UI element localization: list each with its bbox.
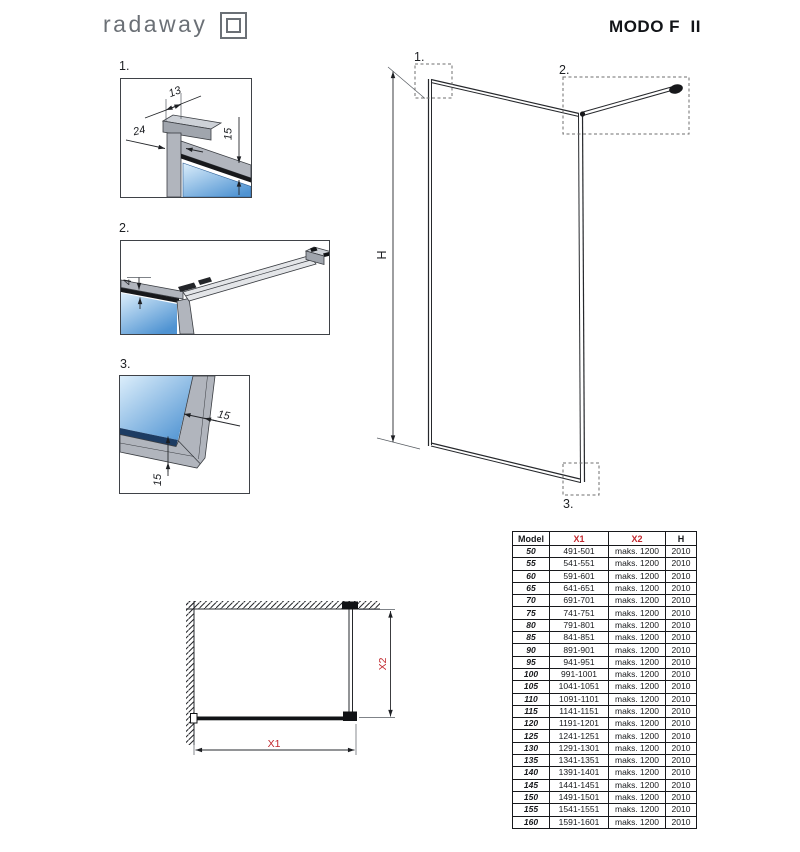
table-row	[513, 644, 697, 656]
detail-1-drawing	[121, 79, 251, 197]
cell-h: 2010	[666, 681, 697, 693]
detail-1-label: 1.	[119, 59, 130, 73]
cell-h: 2010	[666, 791, 697, 803]
elevation-drawing	[373, 50, 703, 515]
dim-label-15: 15	[216, 408, 231, 423]
detail-3-drawing	[120, 376, 249, 493]
col-header-x1: X1	[550, 532, 609, 546]
cell-h: 2010	[666, 595, 697, 607]
cell-x2: maks. 1200	[609, 644, 666, 656]
table-row	[513, 779, 697, 791]
cell-x1: 1191-1201	[550, 718, 609, 730]
cell-model: 65	[513, 582, 550, 594]
support-arm	[580, 83, 684, 117]
dim-label-24: 24	[132, 123, 147, 139]
cell-h: 2010	[666, 804, 697, 816]
table-row	[513, 558, 697, 570]
cell-x2: maks. 1200	[609, 632, 666, 644]
cell-model: 75	[513, 607, 550, 619]
dim-label-X2: X2	[377, 657, 389, 671]
cell-x2: maks. 1200	[609, 779, 666, 791]
callout-label-1: 1.	[414, 50, 425, 64]
size-table-header	[513, 532, 697, 546]
table-row	[513, 668, 697, 680]
cell-model: 110	[513, 693, 550, 705]
cell-x1: 541-551	[550, 558, 609, 570]
detail-2-drawing	[121, 241, 329, 334]
cell-x1: 1041-1051	[550, 681, 609, 693]
dim-label-15: 15	[222, 127, 235, 141]
cell-x1: 641-651	[550, 582, 609, 594]
cell-h: 2010	[666, 718, 697, 730]
col-header-x2: X2	[609, 532, 666, 546]
cell-x2: maks. 1200	[609, 730, 666, 742]
cell-x2: maks. 1200	[609, 570, 666, 582]
cell-model: 55	[513, 558, 550, 570]
cell-h: 2010	[666, 632, 697, 644]
cell-model: 70	[513, 595, 550, 607]
cell-model: 155	[513, 804, 550, 816]
cell-x1: 1291-1301	[550, 742, 609, 754]
dim-label-H: H	[375, 250, 389, 260]
cell-model: 135	[513, 755, 550, 767]
cell-h: 2010	[666, 705, 697, 717]
cell-x1: 891-901	[550, 644, 609, 656]
detail-2-box	[120, 240, 330, 335]
cell-x2: maks. 1200	[609, 767, 666, 779]
width-dimension-X1	[194, 724, 356, 755]
cell-x1: 591-601	[550, 570, 609, 582]
cell-model: 100	[513, 668, 550, 680]
wall-profile-plan	[191, 714, 198, 724]
cell-h: 2010	[666, 570, 697, 582]
cell-model: 115	[513, 705, 550, 717]
corner-profile	[177, 299, 194, 335]
cell-model: 60	[513, 570, 550, 582]
cell-x1: 491-501	[550, 546, 609, 558]
cell-x1: 1091-1101	[550, 693, 609, 705]
dim-label-13: 13	[167, 84, 183, 100]
cell-x1: 1241-1251	[550, 730, 609, 742]
product-title: MODO F II	[609, 17, 701, 36]
cell-x1: 841-851	[550, 632, 609, 644]
cell-x1: 1391-1401	[550, 767, 609, 779]
cell-h: 2010	[666, 693, 697, 705]
support-arm-plan	[342, 602, 358, 722]
col-header-model: Model	[513, 532, 550, 546]
table-row	[513, 705, 697, 717]
glass-panel-outline	[429, 79, 585, 483]
cell-model: 150	[513, 791, 550, 803]
table-row	[513, 791, 697, 803]
table-row	[513, 546, 697, 558]
detail-2-label: 2.	[119, 221, 130, 235]
table-row	[513, 804, 697, 816]
cell-h: 2010	[666, 816, 697, 828]
wall-anchor	[668, 83, 684, 96]
cell-x2: maks. 1200	[609, 558, 666, 570]
col-header-h: H	[666, 532, 697, 546]
cell-x2: maks. 1200	[609, 742, 666, 754]
glass-panel-plan	[191, 714, 358, 724]
plan-drawing	[183, 597, 403, 765]
cell-model: 95	[513, 656, 550, 668]
cell-x1: 1341-1351	[550, 755, 609, 767]
table-row	[513, 582, 697, 594]
table-row	[513, 595, 697, 607]
cell-x2: maks. 1200	[609, 816, 666, 828]
table-row	[513, 656, 697, 668]
cell-model: 90	[513, 644, 550, 656]
cell-h: 2010	[666, 644, 697, 656]
cell-x1: 1491-1501	[550, 791, 609, 803]
cell-x2: maks. 1200	[609, 668, 666, 680]
arm-clamp	[198, 277, 212, 285]
cell-h: 2010	[666, 546, 697, 558]
cell-x2: maks. 1200	[609, 693, 666, 705]
cell-model: 105	[513, 681, 550, 693]
cell-h: 2010	[666, 619, 697, 631]
cell-model: 145	[513, 779, 550, 791]
cell-h: 2010	[666, 558, 697, 570]
cell-model: 80	[513, 619, 550, 631]
cell-x2: maks. 1200	[609, 546, 666, 558]
cell-h: 2010	[666, 742, 697, 754]
cell-x1: 1591-1601	[550, 816, 609, 828]
dim-label-X1: X1	[267, 738, 281, 750]
wall-hatch	[186, 601, 380, 745]
cell-model: 85	[513, 632, 550, 644]
cell-x2: maks. 1200	[609, 595, 666, 607]
dim-label-4: 4	[122, 278, 134, 286]
cell-h: 2010	[666, 755, 697, 767]
cell-model: 125	[513, 730, 550, 742]
table-row	[513, 619, 697, 631]
table-row	[513, 632, 697, 644]
cell-x2: maks. 1200	[609, 607, 666, 619]
cell-x2: maks. 1200	[609, 705, 666, 717]
arm-clamp	[580, 111, 585, 116]
nested-square-icon	[226, 18, 241, 33]
table-row	[513, 693, 697, 705]
cell-model: 120	[513, 718, 550, 730]
cell-model: 140	[513, 767, 550, 779]
dimension-24	[126, 124, 165, 149]
cell-x1: 691-701	[550, 595, 609, 607]
depth-dimension-X2	[359, 610, 395, 718]
cell-x2: maks. 1200	[609, 804, 666, 816]
cell-h: 2010	[666, 582, 697, 594]
cell-x2: maks. 1200	[609, 582, 666, 594]
cell-h: 2010	[666, 656, 697, 668]
cell-h: 2010	[666, 607, 697, 619]
wall-anchor-plan	[342, 602, 358, 610]
cell-h: 2010	[666, 779, 697, 791]
table-row	[513, 755, 697, 767]
cell-x1: 1141-1151	[550, 705, 609, 717]
cell-x2: maks. 1200	[609, 619, 666, 631]
cell-x2: maks. 1200	[609, 656, 666, 668]
cell-h: 2010	[666, 730, 697, 742]
detail-1-box	[120, 78, 252, 198]
cell-x1: 941-951	[550, 656, 609, 668]
callout-label-3: 3.	[563, 497, 574, 511]
cell-x2: maks. 1200	[609, 681, 666, 693]
size-table-body	[513, 546, 697, 829]
arm-clamp-plan	[343, 712, 357, 722]
dim-label-15: 15	[152, 473, 164, 487]
cell-x1: 1441-1451	[550, 779, 609, 791]
brand-logo-square-icon	[220, 12, 247, 39]
table-row	[513, 570, 697, 582]
cell-h: 2010	[666, 668, 697, 680]
cell-x1: 991-1001	[550, 668, 609, 680]
cell-x1: 791-801	[550, 619, 609, 631]
cell-model: 160	[513, 816, 550, 828]
cell-x1: 741-751	[550, 607, 609, 619]
cell-x2: maks. 1200	[609, 718, 666, 730]
detail-3-label: 3.	[120, 357, 131, 371]
table-row	[513, 767, 697, 779]
table-row	[513, 681, 697, 693]
cell-model: 130	[513, 742, 550, 754]
table-row	[513, 607, 697, 619]
cell-x1: 1541-1551	[550, 804, 609, 816]
table-row	[513, 718, 697, 730]
table-row	[513, 742, 697, 754]
callout-label-2: 2.	[559, 63, 570, 77]
callout-box-2	[563, 77, 689, 134]
table-row	[513, 816, 697, 828]
cell-x2: maks. 1200	[609, 791, 666, 803]
cell-x2: maks. 1200	[609, 755, 666, 767]
cell-h: 2010	[666, 767, 697, 779]
support-arm	[178, 256, 316, 302]
size-table	[512, 531, 697, 829]
height-dimension	[375, 67, 425, 449]
brand-logo-text: radaway	[103, 11, 208, 37]
detail-3-box	[119, 375, 250, 494]
cell-model: 50	[513, 546, 550, 558]
table-row	[513, 730, 697, 742]
